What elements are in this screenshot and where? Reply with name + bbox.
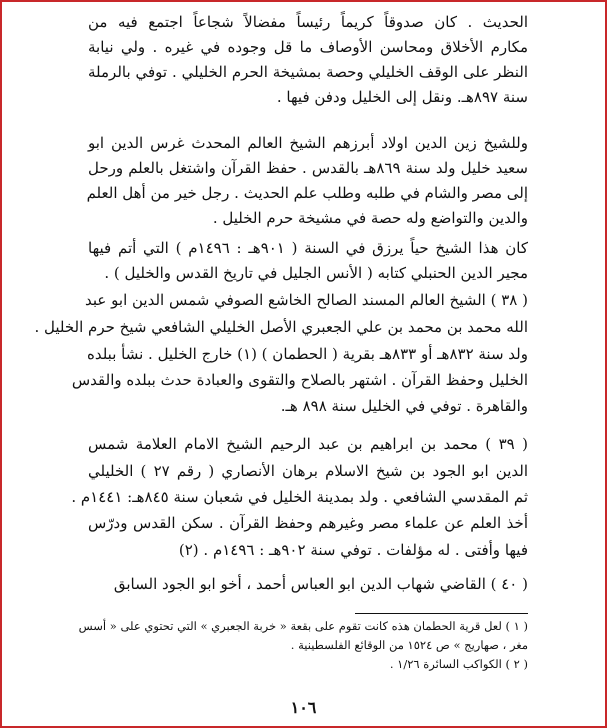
- paragraph-line: فيها وأفتى . له مؤلفات . توفي سنة ٩٠٢هـ : ١٤٩٦م . (٢): [178, 541, 528, 559]
- paragraph-line: أخذ العلم عن علماء مصر وغيرهم وحفظ القرآن . سكن القدس ودرّس: [88, 514, 528, 532]
- paragraph-line: الخليل وحفظ القرآن . اشتهر بالصلاح والتقوى والعبادة حدث ببلده والقدس: [71, 371, 528, 389]
- footnote-line: مغر ، صهاريج » ص ١٥٢٤ من الوقائع الفلسطينية .: [290, 638, 528, 652]
- paragraph-line: ( ٣٩ ) محمد بن ابراهيم بن عبد الرحيم الشيخ الامام العلامة شمس: [88, 435, 528, 453]
- paragraph-line: مجير الدين الحنبلي كتابه ( الأنس الجليل في تاريخ القدس والخليل ) .: [104, 264, 528, 282]
- paragraph-line: مكارم الأخلاق ومحاسن الأوصاف ما قل وجوده في غيره . ولي نيابة: [88, 38, 528, 56]
- paragraph-line: سنة ٨٩٧هـ. ونقل إلى الخليل ودفن فيها .: [276, 88, 528, 106]
- paragraph-line: سعيد خليل ولد سنة ٨٦٩هـ بالقدس . حفظ القرآن واشتغل بالعلم ورحل: [88, 159, 528, 177]
- paragraph-line: والدين والتواضع وله حصة في مشيخة حرم الخليل .: [212, 209, 528, 227]
- page-number: ١٠٦: [290, 698, 317, 717]
- paragraph-line: والقاهرة . توفي في الخليل سنة ٨٩٨ هـ.: [280, 397, 528, 415]
- paragraph-line: إلى مصر والشام في طلبه وطلب علم الحديث . رجل خير من أهل العلم: [86, 184, 528, 202]
- paragraph-line: كان هذا الشيخ حياً يرزق في السنة ( ٩٠١هـ : ١٤٩٦م ) التي أتم فيها: [88, 239, 528, 257]
- paragraph-line: ولد سنة ٨٣٢هـ أو ٨٣٣هـ بقرية ( الحطمان ) (١) خارج الخليل . نشأ ببلده: [86, 345, 528, 363]
- footnote-separator: [355, 613, 528, 614]
- footnote-line: ( ٢ ) الكواكب السائرة ١/٢٦ .: [389, 657, 528, 671]
- paragraph-line: ( ٤٠ ) القاضي شهاب الدين ابو العباس أحمد ، أخو ابو الجود السابق: [113, 575, 528, 593]
- paragraph-line: وللشيخ زين الدين اولاد أبرزهم الشيخ العالم المحدث غرس الدين ابو: [88, 134, 528, 152]
- footnote-line: ( ١ ) لعل قرية الحطمان هذه كانت تقوم على بقعة « خربة الجعبري » التي تحتوي على « أسس: [78, 619, 528, 633]
- paragraph-line: النظر على الوقف الخليلي وحصة بمشيخة الحرم الخليلي . توفي بالرملة: [88, 63, 528, 81]
- paragraph-line: الحديث . كان صدوقاً كريماً رئيساً مفضالاً شجاعاً اجتمع فيه من: [88, 13, 528, 31]
- paragraph-line: الدين ابو الجود بن شيخ الاسلام برهان الأنصاري ( رقم ٢٧ ) الخليلي: [88, 462, 528, 480]
- paragraph-line: الله محمد بن محمد بن علي الجعبري الأصل الخليلي الشافعي شيخ حرم الخليل .: [34, 318, 528, 336]
- paragraph-line: ( ٣٨ ) الشيخ العالم المسند الصالح الخاشع الصوفي شمس الدين ابو عبد: [85, 291, 528, 309]
- paragraph-line: ثم المقدسي الشافعي . ولد بمدينة الخليل في شعبان سنة ٨٤٥هـ: ١٤٤١م .: [71, 488, 528, 506]
